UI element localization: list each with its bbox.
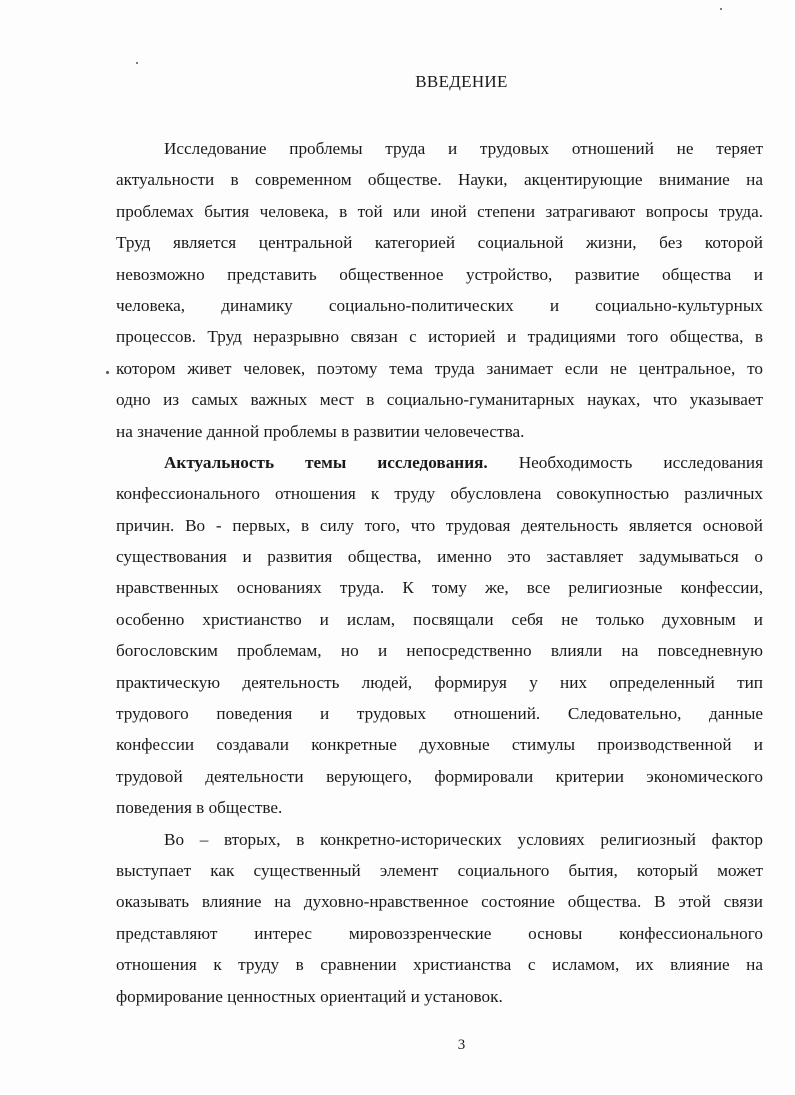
page-number: 3 [457,1037,466,1053]
section-lead: Актуальность темы исследования. [164,452,488,472]
text-line: Труд является центральной категорией социальной жизни, без которой [116,233,763,253]
body-text [116,133,763,1012]
text-line: трудового поведения и трудовых отношений. Следовательно, данные [116,704,763,724]
text-line: процессов. Труд неразрывно связан с историей и традициями того общества, в [116,327,763,347]
text-line: особенно христианство и ислам, посвящали себя не только духовным и [116,609,763,629]
text-line: богословским проблемам, но и непосредственно влияли на повседневную [116,641,763,661]
text-line: трудовой деятельности верующего, формировали критерии экономического [116,766,763,786]
text-line: человека, динамику социально-политических и социально-культурных [116,295,763,315]
text-line: представляют интерес мировоззренческие основы конфессионального [116,923,763,943]
text-line: проблемах бытия человека, в той или иной степени затрагивают вопросы труда. [116,201,763,221]
text-line: конфессионального отношения к труду обусловлена совокупностью различных [116,484,763,504]
text-line: поведения в обществе. [116,798,283,818]
text-line: актуальности в современном обществе. Науки, акцентирующие внимание на [116,170,763,190]
text-line: практическую деятельность людей, формируя у них определенный тип [116,672,763,692]
text-line: конфессии создавали конкретные духовные стимулы производственной и [116,735,763,755]
text-line: одно из самых важных мест в социально-гуманитарных науках, что указывает [116,390,763,410]
text-line: оказывать влияние на духовно-нравственное состояние общества. В этой связи [116,892,763,912]
text-line: Во – вторых, в конкретно-исторических условиях религиозный фактор [164,829,763,849]
text-line: на значение данной проблемы в развитии человечества. [116,421,525,441]
scan-speck [106,371,109,374]
text-line: Исследование проблемы труда и трудовых отношений не теряет [164,139,763,158]
text-line: невозможно представить общественное устройство, развитие общества и [116,264,763,284]
text-line: формирование ценностных ориентаций и установок. [116,986,503,1006]
page-title: ВВЕДЕНИЕ [415,72,508,91]
scan-speck [720,8,722,10]
text-line: причин. Во - первых, в силу того, что трудовая деятельность является основой [116,515,763,535]
scan-speck [136,62,138,64]
text-line: котором живет человек, поэтому тема труда занимает если не центральное, то [116,358,763,378]
text-line: нравственных основаниях труда. К тому же, все религиозные конфессии, [116,578,763,598]
text-line: отношения к труду в сравнении христианства с исламом, их влияние на [116,955,763,975]
text-line-fragment: Необходимость исследования [518,452,763,472]
text-line: существования и развития общества, именно это заставляет задумываться о [116,547,763,567]
text-line: выступает как существенный элемент социального бытия, который может [116,860,763,880]
text-line [116,447,763,478]
